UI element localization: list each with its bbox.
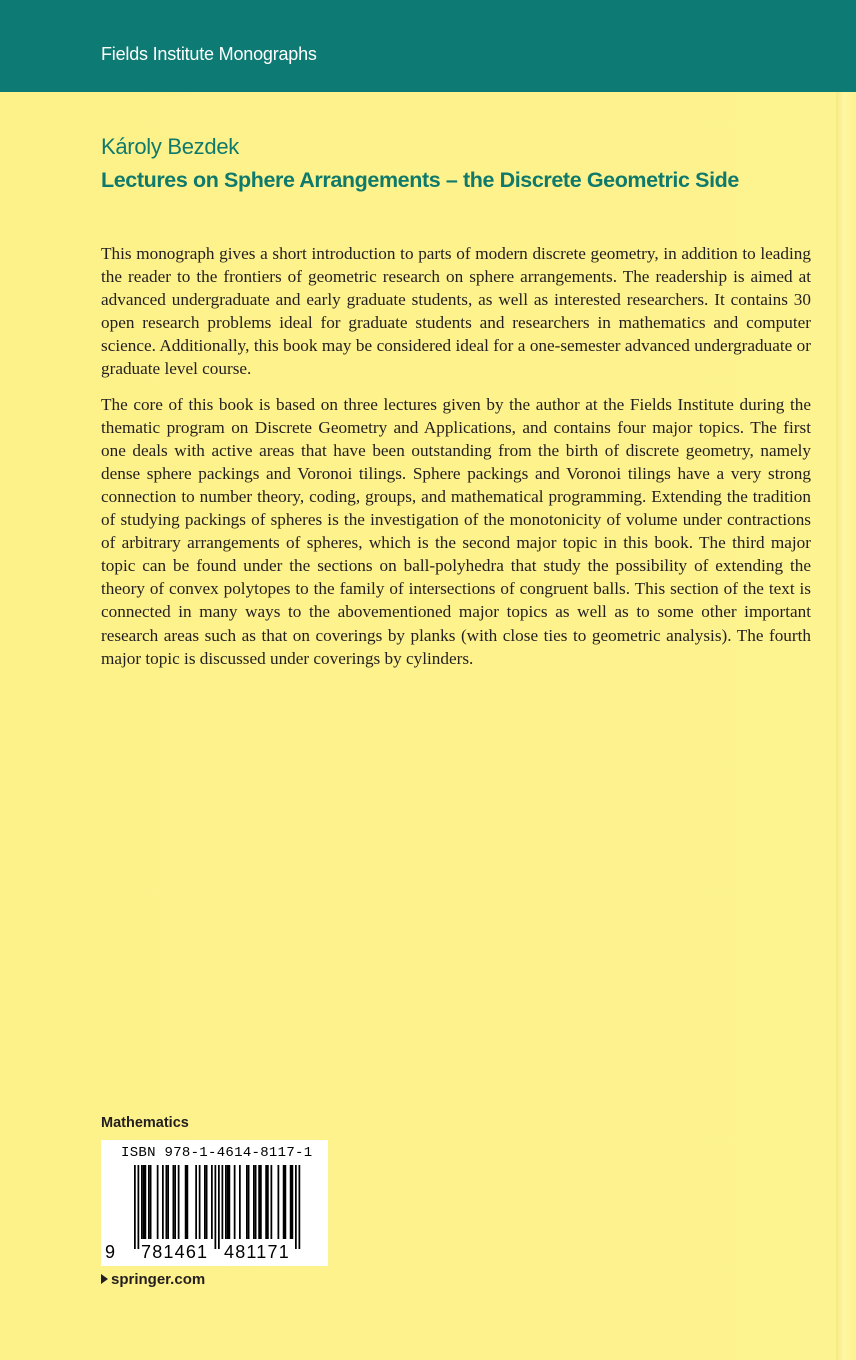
isbn-barcode — [101, 1140, 328, 1266]
publisher-link-text: springer.com — [111, 1271, 206, 1288]
barcode-bar — [187, 1165, 189, 1239]
barcode-bar — [285, 1165, 287, 1239]
barcode-bar — [134, 1165, 136, 1249]
barcode-bar — [234, 1165, 236, 1239]
publisher-link[interactable] — [101, 1271, 205, 1288]
barcode-bar — [211, 1165, 213, 1239]
barcode-bar — [267, 1165, 269, 1239]
barcode-bar — [173, 1165, 175, 1239]
barcode-bar — [292, 1165, 294, 1239]
barcode-bar — [299, 1165, 301, 1249]
barcode-bar — [222, 1165, 224, 1239]
book-description — [101, 242, 811, 682]
barcode-bar — [246, 1165, 248, 1239]
isbn-label: ISBN 978-1-4614-8117-1 — [121, 1145, 313, 1161]
book-title: Lectures on Sphere Arrangements – the Discrete Geometric Side — [101, 168, 739, 192]
barcode-bar — [162, 1165, 164, 1239]
barcode-bar — [195, 1165, 197, 1239]
barcode-bar — [278, 1165, 280, 1239]
barcode-bar — [248, 1165, 250, 1239]
series-name: Fields Institute Monographs — [101, 44, 317, 64]
barcode-bar — [141, 1165, 143, 1239]
barcode-digits — [101, 1242, 328, 1264]
barcode-bar — [167, 1165, 169, 1239]
barcode-bar — [229, 1165, 231, 1239]
barcode-bar — [255, 1165, 257, 1239]
cover-edge-shading — [836, 92, 856, 1360]
barcode-bar — [239, 1165, 241, 1239]
barcode-bar — [271, 1165, 273, 1239]
barcode-bar — [258, 1165, 260, 1239]
barcode-bar — [150, 1165, 152, 1239]
subject-category: Mathematics — [101, 1115, 189, 1131]
barcode-bar — [138, 1165, 140, 1249]
barcode-bar — [143, 1165, 145, 1239]
description-paragraph: This monograph gives a short introduction to parts of modern discrete geometry, in addition to leading the reader to the frontiers of geometric research on sphere arrangements. The readership is aimed at advanced undergraduate and early graduate students, as well as interested researchers. It contains 30 open research problems ideal for graduate students and researchers in mathematics and computer science. Additionally, this book may be considered ideal for a one-semester advanced undergraduate or graduate level course. — [101, 244, 811, 379]
barcode-bar — [185, 1165, 187, 1239]
barcode-bar — [260, 1165, 262, 1239]
barcode-bar — [218, 1165, 220, 1249]
barcode-digit-first: 9 — [105, 1242, 116, 1262]
book-author: Károly Bezdek — [101, 134, 239, 159]
barcode-bar — [166, 1165, 168, 1239]
barcode-bar — [157, 1165, 159, 1239]
barcode-bar — [206, 1165, 208, 1239]
barcode-bar — [145, 1165, 147, 1239]
arrow-right-icon — [101, 1274, 108, 1284]
barcode-bar — [174, 1165, 176, 1239]
barcode-bar — [227, 1165, 229, 1239]
barcode-bar — [290, 1165, 292, 1239]
series-header-band — [0, 0, 856, 92]
barcode-bar — [215, 1165, 217, 1249]
barcode-bar — [225, 1165, 227, 1239]
barcode-bar — [265, 1165, 267, 1239]
barcode-bar — [253, 1165, 255, 1239]
barcode-digit-group-left: 781461 — [141, 1242, 209, 1262]
barcode-bar — [178, 1165, 180, 1239]
barcode-digit-group-right: 481171 — [224, 1242, 290, 1262]
barcode-bar — [148, 1165, 150, 1239]
description-paragraph: The core of this book is based on three lectures given by the author at the Fields Institute during the thematic program on Discrete Geometry and Applications, and contains four major topics. The first one deals with active areas that have been outstanding from the birth of discrete geometry, namely dense sphere packings and Voronoi tilings. Sphere packings and Voronoi tilings have a very strong connection to number theory, coding, groups, and mathematical programming. Extending the tradition of studying packings of spheres is the investigation of the monotonicity of volume under contractions of arbitrary arrangements of spheres, which is the second major topic in this book. The third major topic can be found under the sections on ball-polyhedra that study the possibility of extending the theory of convex polytopes to the family of intersections of congruent balls. This section of the text is connected in many ways to the abovementioned major topics as well as to some other important research areas such as that on coverings by planks (with close ties to geometric analysis). The fourth major topic is discussed under coverings by cylinders. — [101, 394, 811, 668]
barcode-bar — [199, 1165, 201, 1239]
barcode-bar — [204, 1165, 206, 1239]
barcode-bar — [283, 1165, 285, 1239]
barcode-bar — [295, 1165, 297, 1249]
